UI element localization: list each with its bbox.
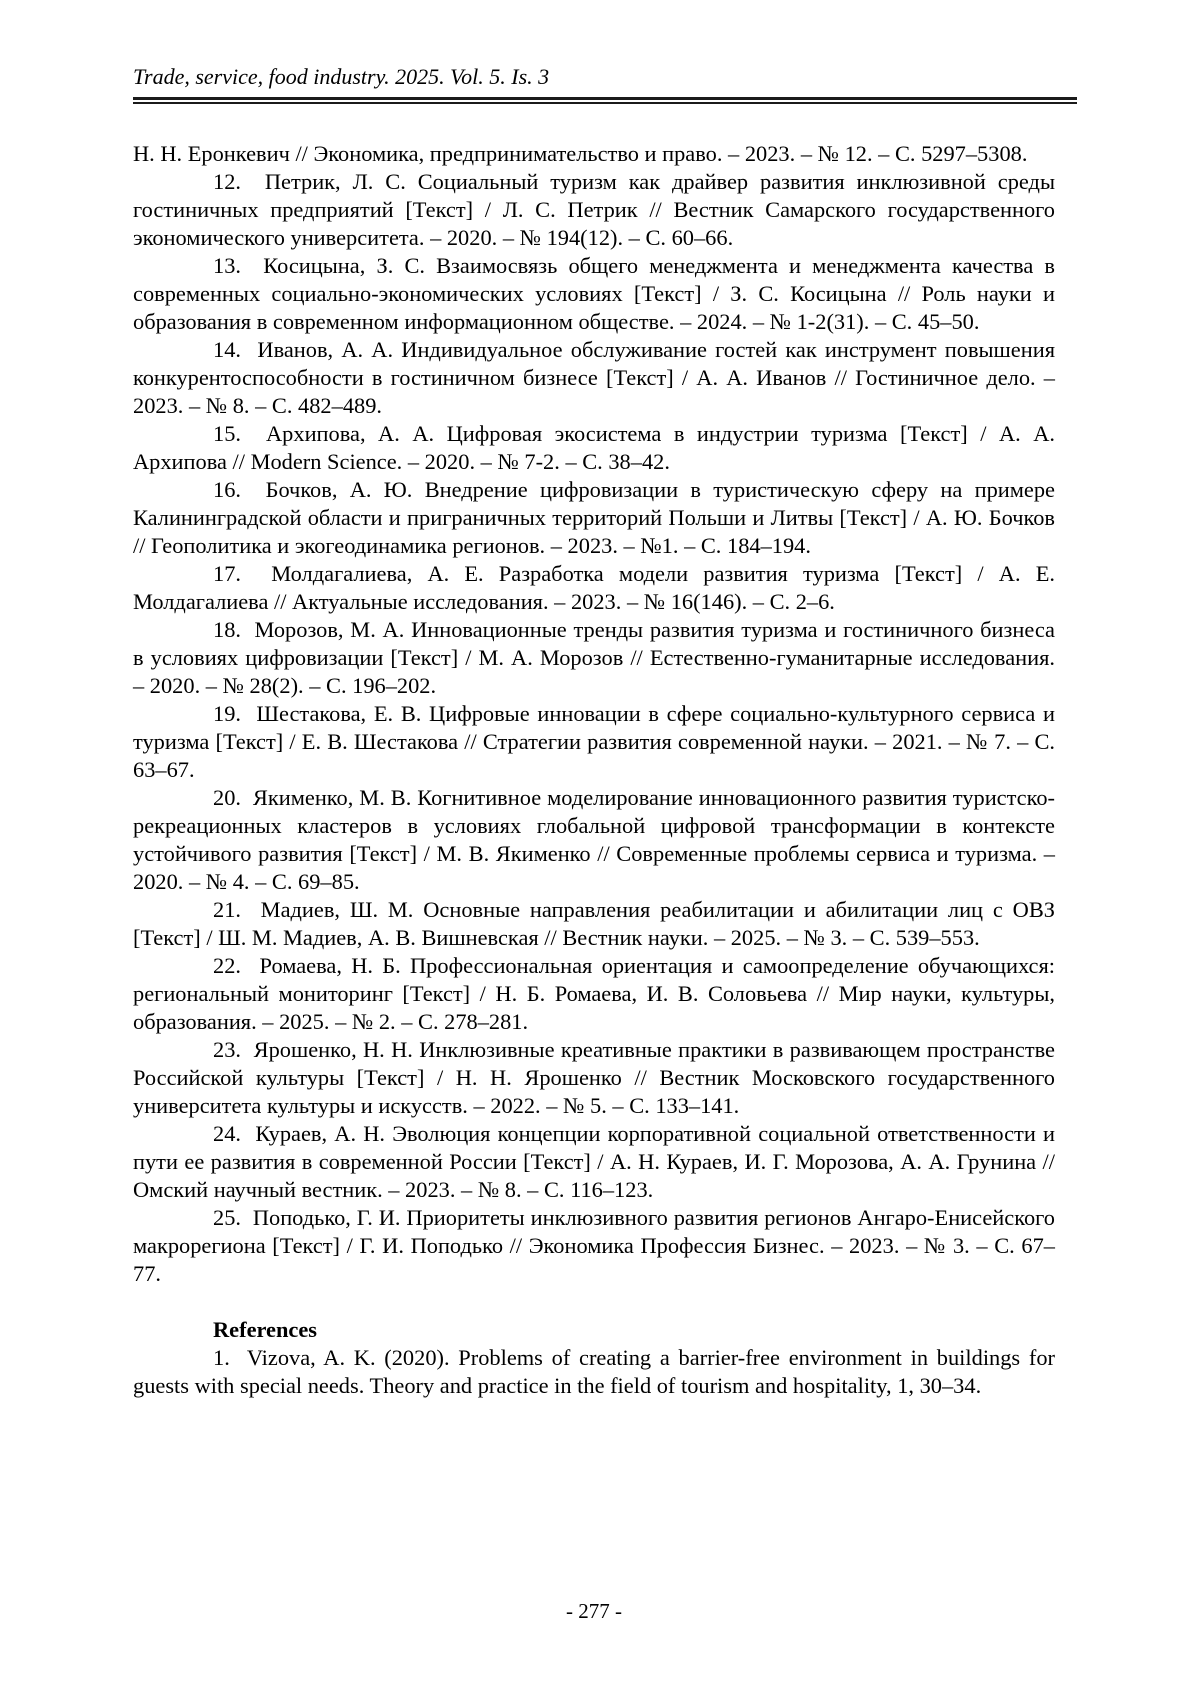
reference-item-21: 21. Мадиев, Ш. М. Основные направления реабилитации и абилитации лиц с ОВЗ [Текст] / Ш. М. Мадиев, А. В. Вишневская // Вестник науки. – 2025. – № 3. – С. 539–553.	[133, 897, 1055, 950]
reference-item-13: 13. Косицына, З. С. Взаимосвязь общего менеджмента и менеджмента качества в современных социально-экономических условиях [Текст] / З. С. Косицына // Роль науки и образования в современном информационном обществе. – 2024. – № 1-2(31). – С. 45–50.	[133, 253, 1055, 334]
reference-item-20: 20. Якименко, М. В. Когнитивное моделирование инновационного развития туристско-рекреационных кластеров в условиях глобальной цифровой трансформации в контексте устойчивого развития [Текст] / М. В. Якименко // Современные проблемы сервиса и туризма. – 2020. – № 4. – С. 69–85.	[133, 785, 1055, 894]
reference-item-17: 17. Молдагалиева, А. Е. Разработка модели развития туризма [Текст] / А. Е. Молдагалиева // Актуальные исследования. – 2023. – № 16(146). – С. 2–6.	[133, 561, 1055, 614]
bibliography-section	[133, 140, 1055, 1400]
reference-item-23: 23. Ярошенко, Н. Н. Инклюзивные креативные практики в развивающем пространстве Российской культуры [Текст] / Н. Н. Ярошенко // Вестник Московского государственного университета культуры и искусств. – 2022. – № 5. – С. 133–141.	[133, 1037, 1055, 1118]
running-header	[133, 64, 1077, 104]
reference-item-25: 25. Поподько, Г. И. Приоритеты инклюзивного развития регионов Ангаро-Енисейского макрорегиона [Текст] / Г. И. Поподько // Экономика Профессия Бизнес. – 2023. – № 3. – С. 67–77.	[133, 1205, 1055, 1286]
reference-item-12: 12. Петрик, Л. С. Социальный туризм как драйвер развития инклюзивной среды гостиничных предприятий [Текст] / Л. С. Петрик // Вестник Самарского государственного экономического университета. – 2020. – № 194(12). – С. 60–66.	[133, 169, 1055, 250]
journal-title: Trade, service, food industry. 2025. Vol. 5. Is. 3	[133, 64, 550, 89]
page-footer	[133, 1598, 1055, 1624]
header-rule-thin-line	[133, 102, 1077, 104]
header-rule-thick-line	[133, 97, 1077, 100]
header-rule	[133, 97, 1077, 104]
reference-item-continuation: Н. Н. Еронкевич // Экономика, предпринимательство и право. – 2023. – № 12. – С. 5297–5308.	[133, 141, 1028, 166]
reference-item-14: 14. Иванов, А. А. Индивидуальное обслуживание гостей как инструмент повышения конкурентоспособности в гостиничном бизнесе [Текст] / А. А. Иванов // Гостиничное дело. – 2023. – № 8. – С. 482–489.	[133, 337, 1055, 418]
reference-item-19: 19. Шестакова, Е. В. Цифровые инновации в сфере социально-культурного сервиса и туризма [Текст] / Е. В. Шестакова // Стратегии развития современной науки. – 2021. – № 7. – С. 63–67.	[133, 701, 1055, 782]
reference-item-24: 24. Кураев, А. Н. Эволюция концепции корпоративной социальной ответственности и пути ее развития в современной России [Текст] / А. Н. Кураев, И. Г. Морозова, А. А. Грунина // Омский научный вестник. – 2023. – № 8. – С. 116–123.	[133, 1121, 1055, 1202]
page-number: - 277 -	[566, 1599, 622, 1623]
reference-item-15: 15. Архипова, А. А. Цифровая экосистема в индустрии туризма [Текст] / А. А. Архипова // Modern Science. – 2020. – № 7-2. – С. 38–42.	[133, 421, 1055, 474]
reference-item-18: 18. Морозов, М. А. Инновационные тренды развития туризма и гостиничного бизнеса в условиях цифровизации [Текст] / М. А. Морозов // Естественно-гуманитарные исследования. – 2020. – № 28(2). – С. 196–202.	[133, 617, 1055, 698]
reference-item-22: 22. Ромаева, Н. Б. Профессиональная ориентация и самоопределение обучающихся: региональный мониторинг [Текст] / Н. Б. Ромаева, И. В. Соловьева // Мир науки, культуры, образования. – 2025. – № 2. – С. 278–281.	[133, 953, 1055, 1034]
references-heading: References	[213, 1317, 318, 1342]
reference-item-16: 16. Бочков, А. Ю. Внедрение цифровизации в туристическую сферу на примере Калининградской области и приграничных территорий Польши и Литвы [Текст] / А. Ю. Бочков // Геополитика и экогеодинамика регионов. – 2023. – №1. – С. 184–194.	[133, 477, 1055, 558]
reference-item-en-1: 1. Vizova, A. K. (2020). Problems of creating a barrier-free environment in buildings for guests with special needs. Theory and practice in the field of tourism and hospitality, 1, 30–34.	[133, 1345, 1055, 1398]
